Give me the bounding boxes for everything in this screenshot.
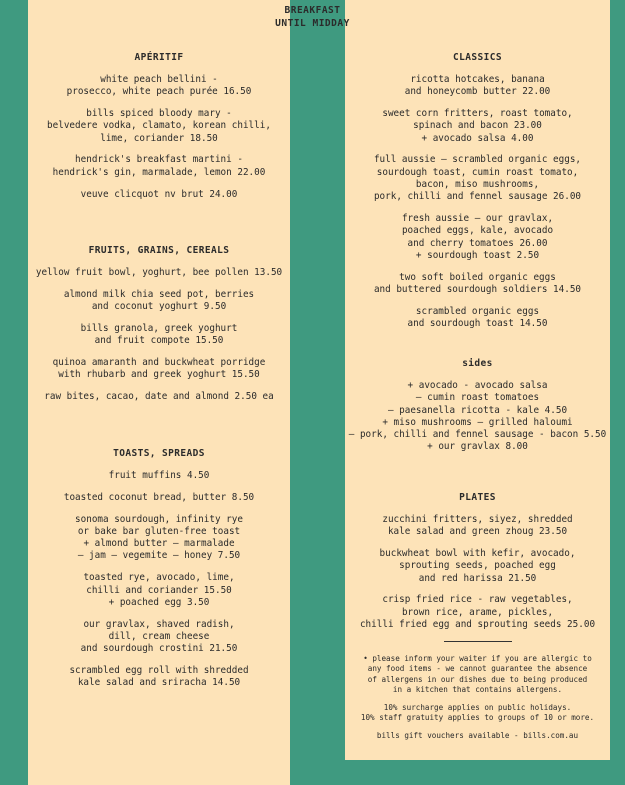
menu-title: BREAKFAST [284, 5, 341, 16]
menu-item: bills granola, greek yoghurt and fruit compote 15.50 [80, 322, 238, 347]
footer-note: 10% surcharge applies on public holidays. 10% staff gratuity applies to groups of 10 or more. [360, 702, 595, 723]
menu-item: white peach bellini - prosecco, white peach purée 16.50 [66, 74, 252, 98]
menu-section [28, 52, 290, 210]
menu-item: veuve clicquot nv brut 24.00 [80, 188, 238, 200]
menu-item: raw bites, cacao, date and almond 2.50 ea [44, 391, 274, 403]
menu-item: bills spiced bloody mary - belvedere vodka, clamato, korean chilli, lime, coriander 18.50 [47, 108, 271, 144]
menu-item: yellow fruit bowl, yoghurt, bee pollen 13.50 [35, 267, 283, 278]
menu-item: crisp fried rice - raw vegetables, brown rice, arame, pickles, chilli fried egg and sprouting seeds 25.00 [359, 594, 596, 631]
left-column [28, 0, 290, 785]
menu-item: fruit muffins 4.50 [108, 470, 210, 481]
menu-item: buckwheat bowl with kefir, avocado, sprouting seeds, poached egg and red harissa 21.50 [379, 548, 576, 584]
menu-item: sweet corn fritters, roast tomato, spinach and bacon 23.00 + avocado salsa 4.00 [382, 108, 573, 144]
menu-subtitle: UNTIL MIDDAY [275, 18, 350, 29]
section-title: sides [462, 358, 493, 369]
menu-item: toasted coconut bread, butter 8.50 [63, 491, 255, 503]
menu-item: quinoa amaranth and buckwheat porridge with rhubarb and greek yoghurt 15.50 [52, 356, 266, 381]
section-title: APÉRITIF [134, 52, 184, 63]
menu-item: scrambled egg roll with shredded kale salad and sriracha 14.50 [69, 665, 249, 689]
divider [444, 641, 512, 642]
footer-note: • please inform your waiter if you are allergic to any food items - we cannot guarantee the absence of allergens in our dishes due to being produced in a kitchen that contains allergens. [363, 653, 592, 695]
menu-item: ricotta hotcakes, banana and honeycomb butter 22.00 [404, 74, 551, 98]
menu-item: sonoma sourdough, infinity rye or bake bar gluten-free toast + almond butter – marmalade – jam – vegemite – honey 7.50 [75, 513, 243, 562]
section-title: TOASTS, SPREADS [113, 448, 205, 459]
section-title: PLATES [459, 492, 496, 503]
section-title: CLASSICS [453, 52, 502, 63]
menu-item: fresh aussie – our gravlax, poached eggs, kale, avocado and cherry tomatoes 26.00 + sourdough toast 2.50 [401, 213, 554, 262]
menu-section [28, 245, 290, 413]
menu-section [345, 492, 610, 748]
menu-item: toasted rye, avocado, lime, chilli and coriander 15.50 + poached egg 3.50 [83, 572, 235, 608]
menu-item: two soft boiled organic eggs and buttered sourdough soldiers 14.50 [373, 271, 582, 296]
section-title: FRUITS, GRAINS, CEREALS [88, 245, 230, 256]
menu-item: our gravlax, shaved radish, dill, cream cheese and sourdough crostini 21.50 [80, 618, 238, 655]
menu-item: zucchini fritters, siyez, shredded kale salad and green zhoug 23.50 [382, 514, 573, 538]
footer-note: bills gift vouchers available - bills.com.au [376, 730, 579, 740]
menu-section [345, 52, 610, 340]
menu-item: hendrick's breakfast martini - hendrick's gin, marmalade, lemon 22.00 [52, 154, 266, 178]
menu-section [345, 358, 610, 463]
menu-item: + avocado - avocado salsa – cumin roast tomatoes – paesanella ricotta - kale 4.50 + miso mushrooms – grilled haloumi – pork, chilli and fennel sausage - bacon 5.50 + our gravlax 8.00 [348, 380, 607, 453]
menu-item: full aussie – scrambled organic eggs, sourdough toast, cumin roast tomato, bacon, miso mushrooms, pork, chilli and fennel sausage 26.00 [373, 154, 582, 203]
right-column [345, 0, 610, 760]
menu-item: almond milk chia seed pot, berries and coconut yoghurt 9.50 [63, 288, 255, 313]
menu-section [28, 448, 290, 699]
menu-item: scrambled organic eggs and sourdough toast 14.50 [407, 305, 548, 330]
